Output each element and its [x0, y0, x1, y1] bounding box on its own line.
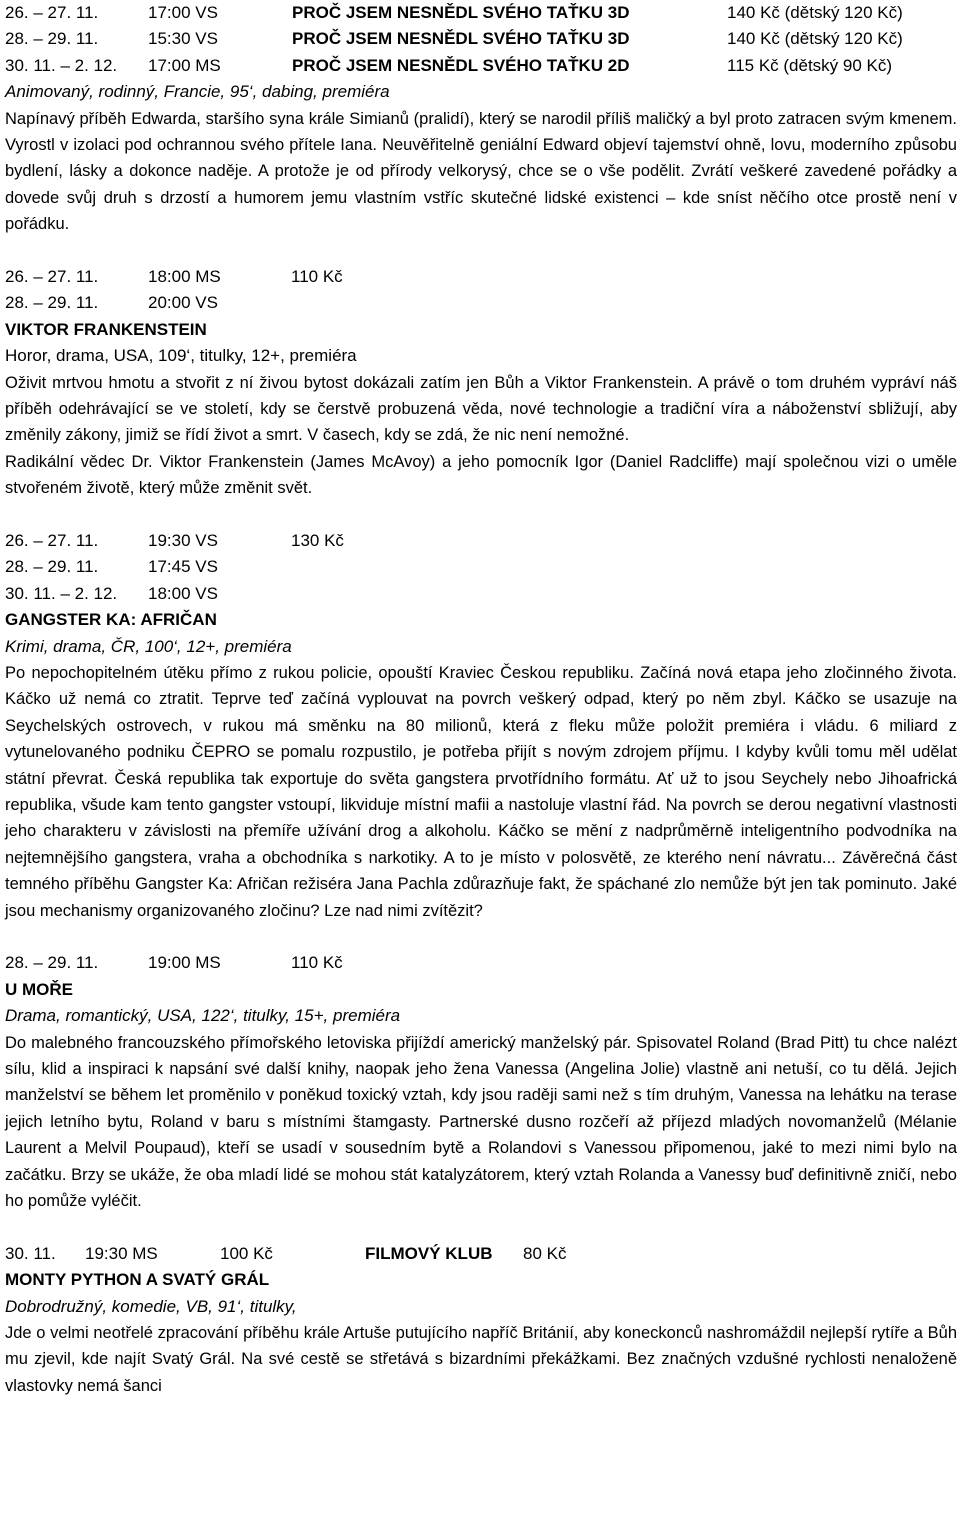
screening-row	[5, 26, 957, 52]
film-title: MONTY PYTHON A SVATÝ GRÁL	[5, 1270, 270, 1290]
film-meta: Dobrodružný, komedie, VB, 91‘, titulky,	[5, 1296, 297, 1316]
film-block-gangster-ka	[5, 528, 957, 924]
film-block-u-more	[5, 950, 957, 1214]
screening-row	[5, 554, 957, 580]
screening-date: 26. – 27. 11.	[5, 267, 99, 286]
screening-date: 28. – 29. 11.	[5, 953, 99, 973]
film-title: PROČ JSEM NESNĚDL SVÉHO TAŤKU 3D	[292, 3, 630, 22]
film-description: Jde o velmi neotřelé zpracování příběhu krále Artuše putujícího napříč Británií, aby koneckonců nashromáždil nejlepší rytíře a Bůh mu zjevil, kde najít Svatý Grál. Na své cestě se střetává s bizardními překážkami. Bez značných vzdušné rychlosti nenaloženě vlastovky nemá šanci	[5, 1324, 957, 1395]
film-club-price: 80 Kč	[523, 1243, 567, 1263]
screening-price: 100 Kč	[220, 1243, 273, 1263]
screening-date: 26. – 27. 11.	[5, 531, 99, 550]
screening-row	[5, 528, 957, 554]
screening-time: 17:00 VS	[148, 3, 218, 22]
screening-time: 19:00 MS	[148, 953, 221, 973]
screening-price: 140 Kč (dětský 120 Kč)	[727, 3, 903, 22]
screening-price: 130 Kč	[291, 531, 344, 550]
film-club-label: FILMOVÝ KLUB	[365, 1243, 493, 1263]
screening-time: 17:45 VS	[148, 557, 218, 577]
screening-time: 18:00 VS	[148, 583, 218, 603]
film-title: PROČ JSEM NESNĚDL SVÉHO TAŤKU 3D	[292, 29, 630, 49]
screening-price: 110 Kč	[291, 267, 343, 286]
film-title: U MOŘE	[5, 979, 73, 999]
screening-row	[5, 0, 957, 26]
screening-time: 19:30 MS	[85, 1243, 158, 1263]
film-title: PROČ JSEM NESNĚDL SVÉHO TAŤKU 2D	[292, 55, 630, 75]
screening-date: 28. – 29. 11.	[5, 293, 99, 313]
screening-row	[5, 264, 957, 290]
film-meta: Krimi, drama, ČR, 100‘, 12+, premiéra	[5, 636, 292, 656]
screening-date: 26. – 27. 11.	[5, 3, 99, 22]
film-description: Napínavý příběh Edwarda, staršího syna krále Simianů (pralidí), který se narodil příliš maličký a byl proto zatracen svým kmenem. Vyrostl v izolaci pod ochrannou svého přítele Iana. Neuvěřitelně geniální Edward objeví tajemství ohně, lovu, moderního způsobu bydlení, lásky a dokonce naděje. A protože je od přírody velkorysý, chce se o vše podělit. Zvrátí veškeré zavedené pořádky a dovede svůj druh s drzostí a humorem jemu vlastním vstříc skutečné lidské existenci – kde sníst něčího otce prostě není v pořádku.	[5, 109, 957, 234]
screening-list-top	[5, 0, 957, 79]
film-description: Radikální vědec Dr. Viktor Frankenstein (James McAvoy) a jeho pomocník Igor (Daniel Radcliffe) mají společnou vizi o uměle stvořeném životě, který může změnit svět.	[5, 452, 957, 498]
film-description: Po nepochopitelném útěku přímo z rukou policie, opouští Kraviec Českou republiku. Začíná nová etapa jeho zločinného života. Káčko už nemá co ztratit. Teprve teď začíná vyplouvat na povrch veškerý odpad, který po něm zbyl. Káčko se usazuje na Seychelských ostrovech, v rukou má směnku na 80 milionů, která z fleku může položit premiéra i vládu. 6 miliard z vytunelovaného podniku ČEPRO se pomalu rozpustilo, je potřeba přijít s novým zdrojem příjmu. I kdyby kvůli tomu měl udělat státní převrat. Česká republika tak exportuje do světa gangstera prvotřídního formátu. Ať už to jsou Seychely nebo Jihoafrická republika, všude kam tento gangster vstoupí, likviduje místní mafii a nastoluje vlastní řád. Na povrch se derou negativní vlastnosti jeho charakteru v závislosti na přemíře užívání drog a alkoholu. Káčko se mění z nadprůměrně inteligentního podvodníka na nejtemnějšího gangstera, vraha a obchodníka s narkotiky. A to je místo v polosvětě, ze kterého není návratu... Závěrečná část temného příběhu Gangster Ka: Afričan režiséra Jana Pachla zdůrazňuje fakt, že spáchané zlo nemůže být jen tak pominuto. Jaké jsou mechanismy organizovaného zločinu? Lze nad nimi zvítězit?	[5, 663, 957, 920]
screening-time: 18:00 MS	[148, 267, 221, 286]
film-title: GANGSTER KA: AFRIČAN	[5, 610, 217, 630]
screening-date: 30. 11. – 2. 12.	[5, 583, 118, 603]
program-page	[5, 0, 957, 1399]
film-block-frankenstein	[5, 264, 957, 502]
screening-time: 17:00 MS	[148, 55, 221, 75]
film-meta: Drama, romantický, USA, 122‘, titulky, 15+, premiéra	[5, 1006, 401, 1026]
screening-date: 28. – 29. 11.	[5, 557, 99, 577]
screening-row	[5, 581, 957, 607]
screening-price: 140 Kč (dětský 120 Kč)	[727, 29, 903, 49]
screening-row	[5, 53, 957, 79]
film-meta: Animovaný, rodinný, Francie, 95‘, dabing, premiéra	[5, 82, 390, 102]
screening-row	[5, 950, 957, 976]
film-description: Oživit mrtvou hmotu a stvořit z ní živou bytost dokázali zatím jen Bůh a Viktor Frankenstein. A právě o tom druhém vypráví náš příběh odehrávající se ve století, kdy se čerstvě probuzená věda, nové technologie a tradiční víra a náboženství sbližují, aby změnily zákony, jimiž se řídí život a smrt. V časech, kdy se zdá, že nic není nemožné.	[5, 373, 957, 445]
screening-time: 20:00 VS	[148, 293, 218, 313]
screening-date: 30. 11.	[5, 1243, 56, 1263]
film-description: Do malebného francouzského přímořského letoviska přijíždí americký manželský pár. Spisovatel Roland (Brad Pitt) tu chce nalézt sílu, klid a inspiraci k napsání své další knihy, naopak jeho žena Vanessa (Angelina Jolie) vlastně ani netuší, co tu dělá. Jejich manželství se během let proměnilo v poněkud toxický vztah, kdy jsou raději sami než s tím druhým, Vanessa na lehátku na terase jejich letního bytu, Roland v baru s místními štamgasty. Partnerské dusno rozčeří až příjezd mladých novomanželů (Mélanie Laurent a Melvil Poupaud), kteří se usadí v sousedním bytě a Rolandovi s Vanessou připomenou, jaké to mezi nimi bylo na začátku. Brzy se ukáže, že oba mladí lidé se mohou stát katalyzátorem, který vztah Rolanda a Vanessy buď definitivně zničí, nebo ho pomůže vyléčit.	[5, 1033, 957, 1211]
film-title: VIKTOR FRANKENSTEIN	[5, 319, 207, 339]
screening-time: 15:30 VS	[148, 29, 218, 49]
film-meta: Horor, drama, USA, 109‘, titulky, 12+, premiéra	[5, 346, 357, 366]
film-block-monty-python	[5, 1241, 957, 1399]
screening-time: 19:30 VS	[148, 531, 218, 550]
screening-row	[5, 1241, 957, 1267]
screening-price: 110 Kč	[291, 953, 343, 973]
screening-date: 30. 11. – 2. 12.	[5, 55, 118, 75]
screening-price: 115 Kč (dětský 90 Kč)	[727, 55, 893, 75]
screening-date: 28. – 29. 11.	[5, 29, 99, 49]
screening-row	[5, 290, 957, 316]
